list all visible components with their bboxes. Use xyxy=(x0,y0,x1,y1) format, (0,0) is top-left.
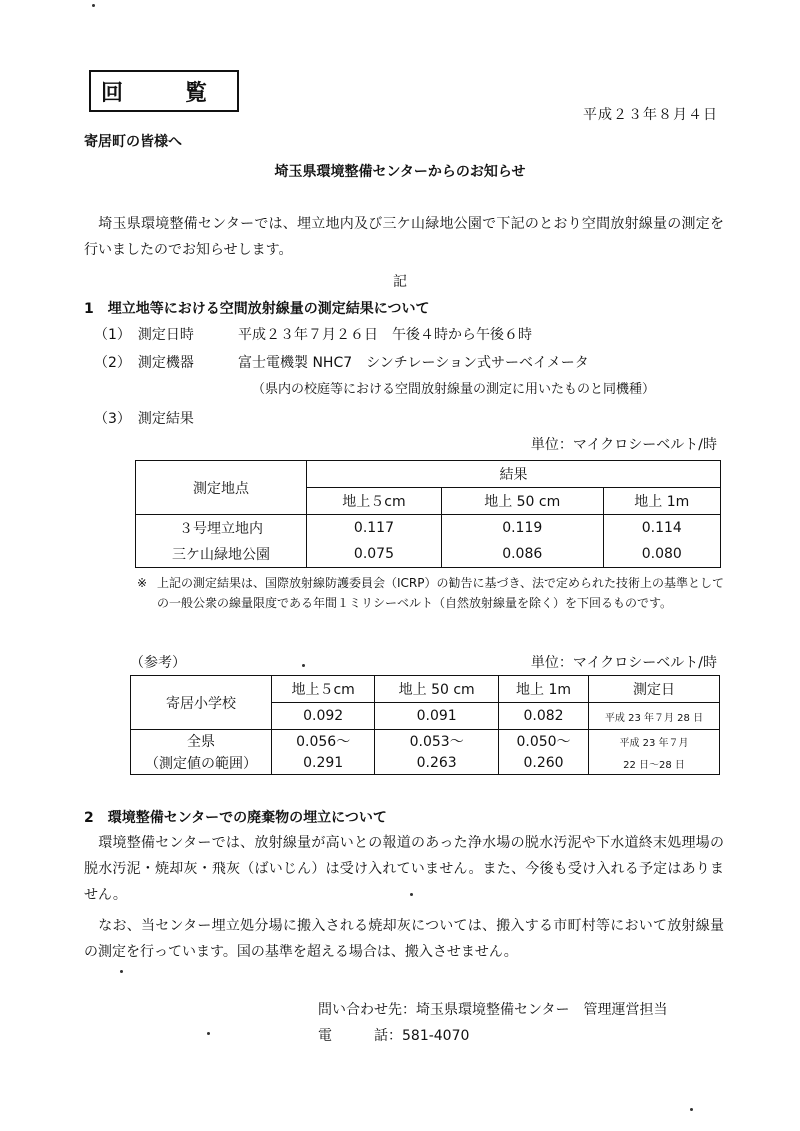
ref-school-date: 平成 23 年７月 28 日 xyxy=(589,703,720,730)
ref-school-1m: 0.082 xyxy=(499,703,589,730)
addressee: 寄居町の皆様へ xyxy=(84,134,182,150)
section2-paragraph2 xyxy=(84,913,724,965)
table-row xyxy=(136,541,721,568)
item2-label: （2） 測定機器 xyxy=(94,355,194,371)
ref-pref-5cm-max: 0.291 xyxy=(272,752,375,775)
section2-heading: 2 環境整備センターでの廃棄物の埋立について xyxy=(84,810,387,826)
unit-label: 単位：マイクロシーベルト/時 xyxy=(530,437,717,453)
ref-pref-date-line2: 22 日～28 日 xyxy=(589,752,720,775)
ref-school-5cm: 0.092 xyxy=(272,703,375,730)
ref-school-50cm: 0.091 xyxy=(375,703,499,730)
row-place: 三ケ山緑地公園 xyxy=(136,541,307,568)
ref-pref-50cm-min: 0.053～ xyxy=(375,730,499,753)
row-value-1m: 0.080 xyxy=(603,541,720,568)
scan-speck xyxy=(207,1032,210,1035)
scan-speck xyxy=(120,970,123,973)
item3-label: （3） 測定結果 xyxy=(94,411,194,427)
results-table xyxy=(135,460,721,568)
item1-label: （1） 測定日時 xyxy=(94,327,194,343)
table-row xyxy=(136,515,721,542)
ref-header-50cm: 地上 50 cm xyxy=(375,676,499,703)
ref-school-name: 寄居小学校 xyxy=(131,676,272,730)
note-text: 上記の測定結果は、国際放射線防護委員会（ICRP）の勧告に基づき、法で定められた技術上の基準としての一般公衆の線量限度である年間１ミリシーベルト（自然放射線量を除く）を下回るものです。 xyxy=(157,576,725,610)
table-row xyxy=(131,752,720,775)
issue-date: 平成２３年８月４日 xyxy=(583,107,718,123)
results-note xyxy=(137,573,727,613)
row-value-50cm: 0.086 xyxy=(441,541,603,568)
item1-value: 平成２３年７月２６日 午後４時から午後６時 xyxy=(238,327,532,343)
reference-unit-label: 単位：マイクロシーベルト/時 xyxy=(530,655,717,671)
ref-pref-1m-min: 0.050～ xyxy=(499,730,589,753)
reference-label: （参考） xyxy=(130,655,186,671)
item2-value: 富士電機製 NHC7 シンチレーション式サーベイメータ xyxy=(238,355,589,371)
scan-speck xyxy=(302,664,305,667)
row-value-5cm: 0.075 xyxy=(307,541,442,568)
ref-pref-50cm-max: 0.263 xyxy=(375,752,499,775)
section1-heading: 1 埋立地等における空間放射線量の測定結果について xyxy=(84,301,430,317)
section2-text1: 環境整備センターでは、放射線量が高いとの報道のあった浄水場の脱水汚泥や下水道終末処理場の脱水汚泥・焼却灰・飛灰（ばいじん）は受け入れていません。また、今後も受け入れる予定はありません。 xyxy=(84,835,724,903)
ref-header-5cm: 地上５cm xyxy=(272,676,375,703)
section2-paragraph1 xyxy=(84,830,724,908)
ref-pref-1m-max: 0.260 xyxy=(499,752,589,775)
intro-text: 埼玉県環境整備センターでは、埋立地内及び三ケ山緑地公園で下記のとおり空間放射線量の測定を行いましたのでお知らせします。 xyxy=(84,216,724,258)
row-place: ３号埋立地内 xyxy=(136,515,307,542)
phone-line: 電 話：581-4070 xyxy=(318,1028,470,1044)
header-50cm: 地上 50 cm xyxy=(441,488,603,515)
section2-text2: なお、当センター埋立処分場に搬入される焼却灰については、搬入する市町村等において放射線量の測定を行っています。国の基準を超える場合は、搬入させません。 xyxy=(84,918,724,960)
table-row xyxy=(131,730,720,753)
ref-pref-line1: 全県 xyxy=(131,730,272,753)
scan-speck xyxy=(92,4,95,7)
notice-title: 埼玉県環境整備センターからのお知らせ xyxy=(274,164,526,180)
circulation-label: 回 覧 xyxy=(89,70,239,112)
intro-paragraph xyxy=(84,211,724,263)
ref-pref-5cm-min: 0.056～ xyxy=(272,730,375,753)
ref-pref-date-line1: 平成 23 年７月 xyxy=(589,730,720,753)
header-5cm: 地上５cm xyxy=(307,488,442,515)
table-header-row xyxy=(136,461,721,488)
ref-header-1m: 地上 1m xyxy=(499,676,589,703)
contact-line: 問い合わせ先：埼玉県環境整備センター 管理運営担当 xyxy=(318,1002,668,1018)
reference-table xyxy=(130,675,720,775)
ki-label: 記 xyxy=(393,274,407,290)
row-value-1m: 0.114 xyxy=(603,515,720,542)
note-mark: ※ xyxy=(137,576,148,590)
header-1m: 地上 1m xyxy=(603,488,720,515)
item2-note: （県内の校庭等における空間放射線量の測定に用いたものと同機種） xyxy=(252,382,656,397)
row-value-5cm: 0.117 xyxy=(307,515,442,542)
row-value-50cm: 0.119 xyxy=(441,515,603,542)
ref-header-date: 測定日 xyxy=(589,676,720,703)
ref-header-row xyxy=(131,676,720,703)
scan-speck xyxy=(410,893,413,896)
ref-pref-line2: （測定値の範囲） xyxy=(131,752,272,775)
header-place: 測定地点 xyxy=(136,461,307,515)
header-result: 結果 xyxy=(307,461,721,488)
scan-speck xyxy=(690,1108,693,1111)
